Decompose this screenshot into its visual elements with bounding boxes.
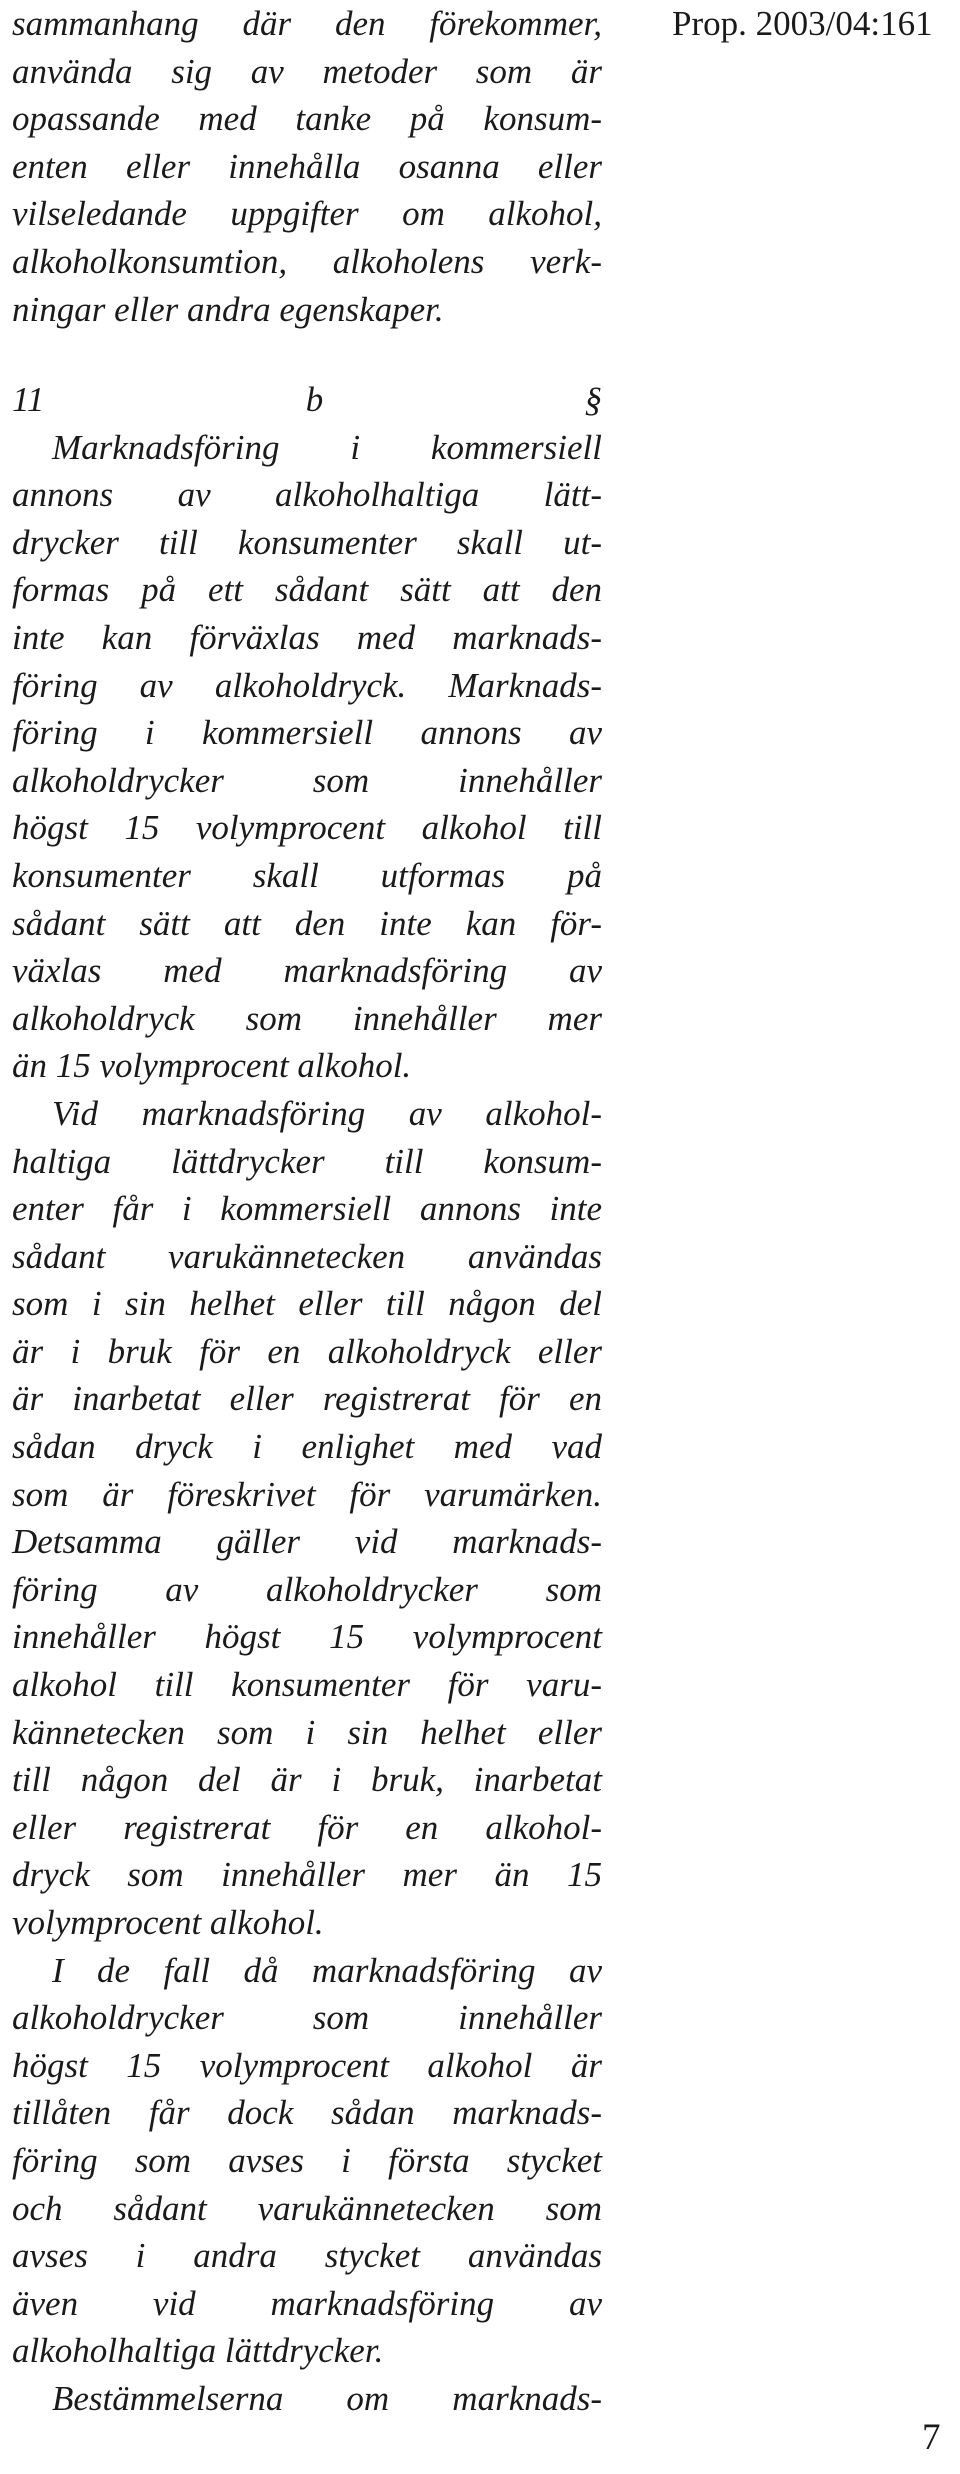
text-line: enten eller innehålla osanna eller — [12, 146, 602, 186]
text-line: I de fall då marknadsföring av — [52, 1950, 602, 1990]
text-line: även vid marknadsföring av — [12, 2283, 602, 2323]
text-line: sådant sätt att den inte kan för- — [12, 903, 602, 943]
text-line: föring i kommersiell annons av — [12, 713, 602, 753]
text-line: sådan dryck i enlighet med vad — [12, 1427, 602, 1467]
section-11b — [12, 376, 602, 2423]
text-line: vilseledande uppgifter om alkohol, — [12, 194, 602, 234]
text-line: högst 15 volymprocent alkohol är — [12, 2045, 602, 2085]
text-line: drycker till konsumenter skall ut- — [12, 522, 602, 562]
text-line: alkohol till konsumenter för varu- — [12, 1665, 602, 1705]
text-line: konsumenter skall utformas på — [12, 855, 602, 895]
text-line: sådant varukännetecken användas — [12, 1236, 602, 1276]
text-line: använda sig av metoder som är — [12, 51, 602, 91]
text-line: inte kan förväxlas med marknads- — [12, 617, 602, 657]
text-line: som i sin helhet eller till någon del — [12, 1284, 602, 1324]
text-line: alkoholdryck som innehåller mer — [12, 998, 602, 1038]
text-line: som är föreskrivet för varumärken. — [12, 1474, 602, 1514]
text-line: annons av alkoholhaltiga lätt- — [12, 475, 602, 515]
top-paragraph — [12, 0, 602, 333]
text-line: alkoholdrycker som innehåller — [12, 1998, 602, 2038]
text-line: Marknadsföring i kommersiell — [52, 427, 602, 467]
text-line: eller registrerat för en alkohol- — [12, 1807, 602, 1847]
text-line: tillåten får dock sådan marknads- — [12, 2093, 602, 2133]
text-line: innehåller högst 15 volymprocent — [12, 1617, 602, 1657]
header-prop-reference: Prop. 2003/04:161 — [672, 4, 933, 43]
text-line: är inarbetat eller registrerat för en — [12, 1379, 602, 1419]
text-line: sammanhang där den förekommer, — [12, 4, 602, 43]
text-line: formas på ett sådant sätt att den — [12, 570, 602, 610]
text-line: kännetecken som i sin helhet eller — [12, 1712, 602, 1752]
text-line: opassande med tanke på konsum- — [12, 99, 602, 139]
text-line: och sådant varukännetecken som — [12, 2188, 602, 2228]
section-heading: 11 b § — [12, 380, 602, 419]
text-line: volymprocent alkohol. — [12, 1903, 324, 1942]
text-line: alkoholhaltiga lättdrycker. — [12, 2331, 384, 2371]
text-line: haltiga lättdrycker till konsum- — [12, 1141, 602, 1181]
text-line: ningar eller andra egenskaper. — [12, 289, 444, 329]
text-line: enter får i kommersiell annons inte — [12, 1189, 602, 1229]
text-line: Vid marknadsföring av alkohol- — [52, 1093, 602, 1133]
text-line: Bestämmelserna om marknads- — [52, 2378, 602, 2418]
page-number: 7 — [922, 2417, 941, 2458]
text-line: till någon del är i bruk, inarbetat — [12, 1760, 602, 1800]
text-line: föring som avses i första stycket — [12, 2140, 602, 2180]
text-line: avses i andra stycket användas — [12, 2236, 602, 2276]
text-line: än 15 volymprocent alkohol. — [12, 1046, 412, 1086]
text-line: alkoholdrycker som innehåller — [12, 760, 602, 800]
text-line: Detsamma gäller vid marknads- — [12, 1522, 602, 1562]
text-line: alkoholkonsumtion, alkoholens verk- — [12, 241, 602, 281]
text-line: växlas med marknadsföring av — [12, 951, 602, 991]
text-line: föring av alkoholdrycker som — [12, 1569, 602, 1609]
text-line: högst 15 volymprocent alkohol till — [12, 808, 602, 848]
text-line: dryck som innehåller mer än 15 — [12, 1855, 602, 1895]
text-line: föring av alkoholdryck. Marknads- — [12, 665, 602, 705]
text-line: är i bruk för en alkoholdryck eller — [12, 1331, 602, 1371]
